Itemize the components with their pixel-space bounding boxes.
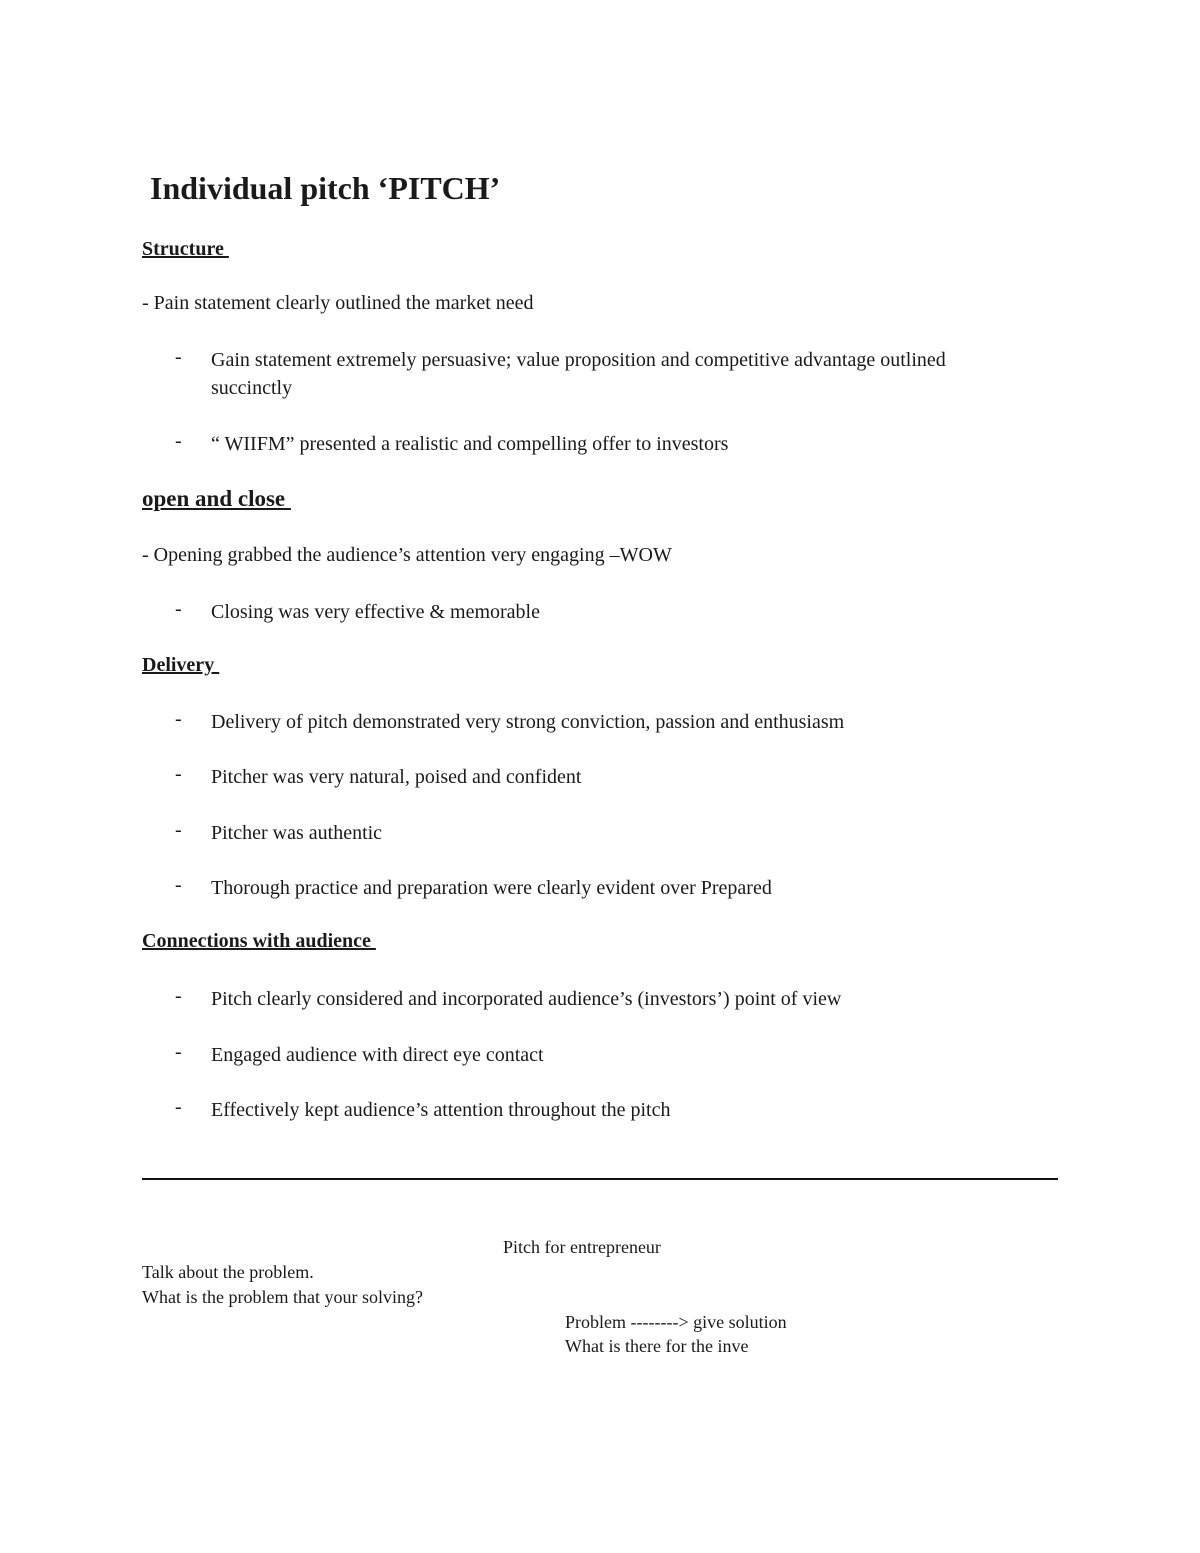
section-heading-open-and-close: open and close bbox=[142, 486, 291, 511]
list-item bbox=[175, 874, 1015, 902]
section-heading-delivery: Delivery bbox=[142, 654, 220, 676]
bullet-dash: - bbox=[175, 598, 182, 620]
section-heading-structure: Structure bbox=[142, 238, 229, 260]
list-item-text: Pitch clearly considered and incorporated audience’s (investors’) point of view bbox=[211, 988, 842, 1010]
section-heading-connections: Connections with audience bbox=[142, 930, 376, 952]
page-title: Individual pitch ‘PITCH’ bbox=[150, 170, 501, 206]
list-item bbox=[175, 819, 1015, 847]
list-item bbox=[175, 1096, 1015, 1124]
list-item bbox=[175, 1041, 1015, 1069]
list-item bbox=[175, 985, 1015, 1013]
list-item bbox=[175, 598, 1015, 626]
list-item bbox=[175, 708, 1015, 736]
bullet-dash: - bbox=[175, 874, 182, 896]
structure-intro-line: - Pain statement clearly outlined the market need bbox=[142, 292, 534, 314]
bullet-dash: - bbox=[175, 1041, 182, 1063]
notes-line: Problem --------> give solution bbox=[565, 1312, 787, 1332]
horizontal-divider bbox=[142, 1178, 1058, 1180]
bullet-dash: - bbox=[175, 1096, 182, 1118]
bullet-dash: - bbox=[175, 430, 182, 452]
list-item-text: Delivery of pitch demonstrated very strong conviction, passion and enthusiasm bbox=[211, 711, 845, 733]
list-item-text: Gain statement extremely persuasive; value proposition and competitive advantage outlined succinctly bbox=[211, 349, 946, 399]
list-item-text: Effectively kept audience’s attention throughout the pitch bbox=[211, 1099, 671, 1121]
list-item-text: Engaged audience with direct eye contact bbox=[211, 1044, 544, 1066]
list-item bbox=[175, 346, 1015, 402]
bullet-dash: - bbox=[175, 763, 182, 785]
open-close-intro-line: - Opening grabbed the audience’s attention very engaging –WOW bbox=[142, 544, 672, 566]
notes-line: Talk about the problem. bbox=[142, 1262, 314, 1282]
list-item bbox=[175, 763, 1015, 791]
bullet-dash: - bbox=[175, 985, 182, 1007]
notes-heading: Pitch for entrepreneur bbox=[503, 1237, 661, 1257]
list-item-text: Pitcher was authentic bbox=[211, 822, 383, 844]
list-item-text: Closing was very effective & memorable bbox=[211, 601, 540, 623]
list-item-text: Pitcher was very natural, poised and confident bbox=[211, 766, 582, 788]
list-item-text: “ WIIFM” presented a realistic and compelling offer to investors bbox=[211, 433, 729, 455]
list-item bbox=[175, 430, 1015, 458]
bullet-dash: - bbox=[175, 346, 182, 368]
bullet-dash: - bbox=[175, 708, 182, 730]
list-item-text: Thorough practice and preparation were clearly evident over Prepared bbox=[211, 877, 772, 899]
bullet-dash: - bbox=[175, 819, 182, 841]
notes-line: What is the problem that your solving? bbox=[142, 1287, 423, 1307]
notes-line: What is there for the inve bbox=[565, 1336, 749, 1356]
